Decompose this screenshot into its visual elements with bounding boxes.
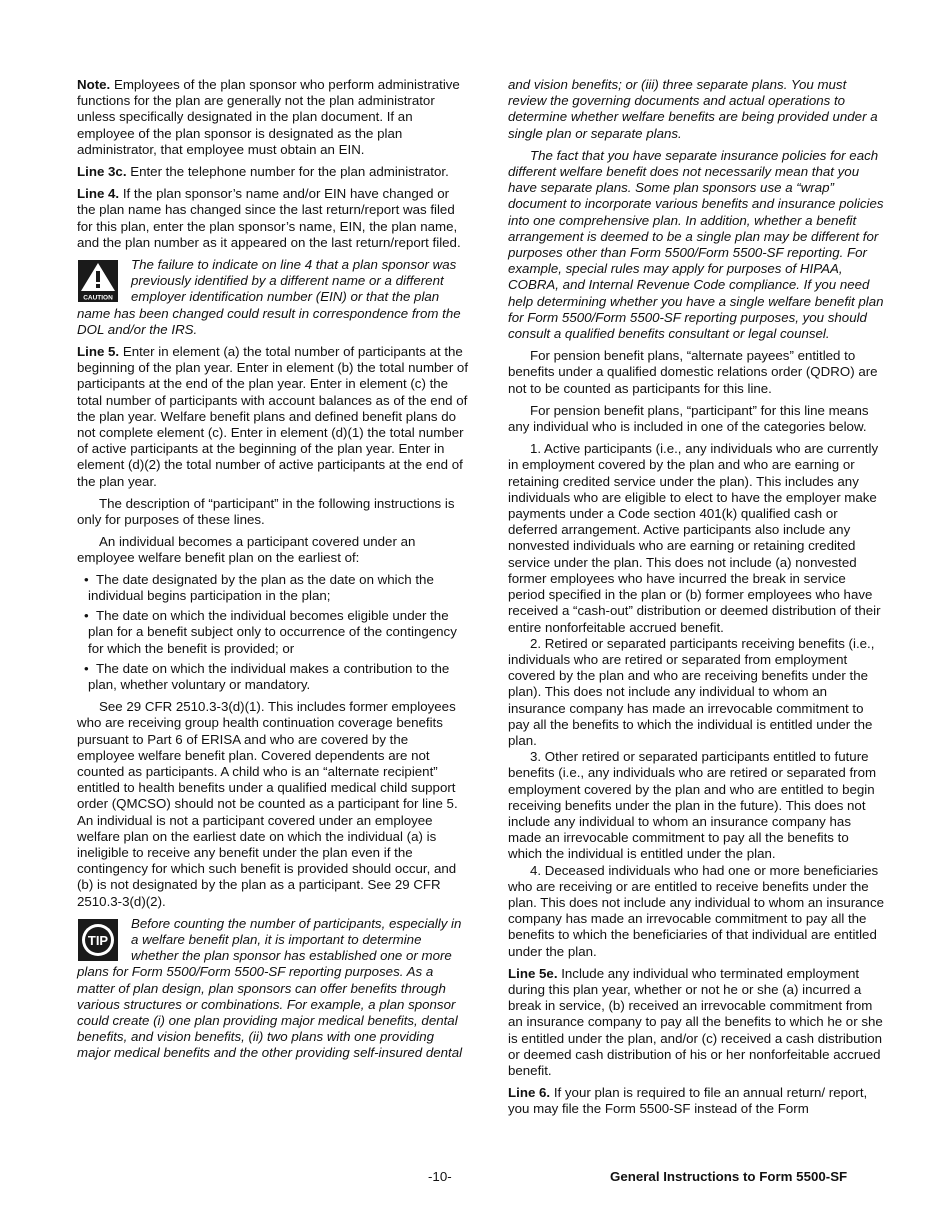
line-5-paragraph [77,344,469,490]
line-5e-paragraph [508,966,886,1079]
tip-icon-label: TIP [87,932,109,948]
line-4-label: Line 4. [77,186,120,202]
line-4-paragraph [77,186,469,251]
bullet-item-2 [84,608,469,657]
tip-note [77,916,469,1062]
line-5e-text: Include any individual who terminated employment during this plan year, whether or not he or she (a) incurred a break in service, (b) received an irrevocable commitment from an insurance company to pay all the benefits to which he or she is entitled under the plan, and/or (c) received a cash distribution or deemed cash distribution of his or her nonforfeitable accrued benefit. [508,965,883,1078]
caution-note [77,257,469,338]
tip-icon [77,918,119,962]
document-title: General Instructions to Form 5500-SF [610,1169,848,1184]
note-paragraph [77,77,469,158]
left-column [77,77,469,1068]
category-retired-future: 3. Other retired or separated participants entitled to future benefits (i.e., any individuals who are retired or separated from employment covered by the plan and who are entitled to begin receiving benefits under the plan in the future). This does not include any individual to whom an insurance company has made an irrevocable commitment to pay all the benefits to which the individual is entitled under the plan. [508,749,877,862]
bullet-text-3: The date on which the individual makes a contribution to the plan, whether voluntary or mandatory. [88,660,450,692]
category-active-participants: 1. Active participants (i.e., any individuals who are currently in employment covered by the plan and who are earning or retaining credited service under the plan). This includes any individuals who are eligible to elect to have the employer make payments under a Code section 401(k) qualified cash or deferred arrangement. Active participants also include any nonvested individuals who are earning or retaining credited service under the plan. This does not include (a) nonvested former employees who have incurred the break in service period specified in the plan or (b) former employees who have received a “cash-out” distribution or deemed distribution of their entire nonforfeitable accrued benefit. [508,441,881,635]
line-6-text: If your plan is required to file an annual return/ report, you may file the Form 5500-SF instead of the Form [508,1085,868,1117]
participant-description: The description of “participant” in the following instructions is only for purposes of these lines. [77,495,455,528]
category-retired-receiving: 2. Retired or separated participants receiving benefits (i.e., individuals who are retired or separated from employment covered by the plan and who are receiving benefits under the plan). This does not include any individual to whom an insurance company has made an irrevocable commitment to pay all the benefits to which the individual is entitled under the plan. [508,635,875,748]
page-number: -10- [428,1169,452,1184]
caution-icon-label: CAUTION [83,294,113,302]
participant-means-paragraph: For pension benefit plans, “participant” for this line means any individual who is included in one of the categories below. [508,402,869,435]
alternate-payees-paragraph: For pension benefit plans, “alternate payees” entitled to benefits under a qualified domestic relations order (QDRO) are not to be counted as participants for this line. [508,348,878,396]
note-text: Employees of the plan sponsor who perform administrative functions for the plan are generally not the plan administrator unless specifically designated in the plan document. If an employee of the plan sponsor is designated as the plan administrator, that employee must obtain an EIN. [77,77,460,157]
line-3c-label: Line 3c. [77,164,127,180]
separate-policies-paragraph: The fact that you have separate insurance policies for each different welfare benefit does not necessarily mean that you have separate plans. Some plan sponsors use a “wrap” document to incorporate various benefits and insurance policies into one comprehensive plan. In addition, whether a benefit arrangement is deemed to be a single plan may be different for purposes other than Form 5500/Form 5500-SF reporting. For example, special rules may apply for purposes of HIPAA, COBRA, and Internal Revenue Code compliance. If you need help determining whether you have a single welfare benefit plan for Form 5500/Form 5500-SF reporting purposes, you should consult a qualified benefits consultant or legal counsel. [508,147,884,342]
bullet-dot: • [84,608,89,624]
caution-text: The failure to indicate on line 4 that a plan sponsor was previously identified by a different name or a different employer identification number (EIN) or that the plan name has been changed could result in correspondence from the DOL and/or the IRS. [77,257,461,337]
individual-becomes-participant: An individual becomes a participant covered under an employee welfare benefit plan on the earliest of: [77,534,416,566]
line-3c-text: Enter the telephone number for the plan administrator. [126,164,449,180]
line-6-label: Line 6. [508,1085,551,1101]
line-5-text: Enter in element (a) the total number of participants at the beginning of the plan year. Enter in element (b) the total number of participants at the end of the plan year. Enter in element (c) the total number of participants with account balances as of the end of the plan year. Welfare benefit plans and defined benefit plans do not complete element (c). Enter in element (d)(1) the total number of active participants at the beginning of the plan year. Enter in element (d)(2) the total number of active participants at the end of the plan year. [77,344,469,489]
line-4-text: If the plan sponsor’s name and/or EIN have changed or the plan name has changed since the last return/report was filed for this plan, enter the plan sponsor’s name, EIN, the plan name, and the plan number as it appeared on the last return/report filed. [77,186,461,250]
bullet-dot: • [84,571,89,587]
line-5-label: Line 5. [77,344,120,360]
bullet-dot: • [84,660,89,676]
see-cfr-paragraph: See 29 CFR 2510.3-3(d)(1). This includes former employees who are receiving group health continuation coverage benefits pursuant to Part 6 of ERISA and who are covered by the employee welfare benefit plan. Covered dependents are not counted as participants. A child who is an “alternate recipient” entitled to health benefits under a qualified medical child support order (QMCSO) should not be counted as a participant for line 5. An individual is not a participant covered under an employee welfare plan on the earliest date on which the individual (a) is ineligible to receive any benefit under the plan even if the contingency for which such benefit is provided should occur, and (b) is not designated by the plan as a participant. See 29 CFR 2510.3-3(d)(2). [77,699,458,909]
tip-text: Before counting the number of participants, especially in a welfare benefit plan, it is important to determine whether the plan sponsor has established one or more plans for Form 5500/Form 5500-SF reporting purposes. As a matter of plan design, plan sponsors can offer benefits through various structures or combinations. For example, a plan sponsor could create (i) one plan providing major medical benefits, dental benefits, and vision benefits, (ii) two plans with one providing major medical benefits and the other providing self-insured dental [77,915,463,1061]
line-3c-paragraph [77,164,469,180]
tip-continued: and vision benefits; or (iii) three separate plans. You must review the governing documents and actual operations to determine whether welfare benefits are being provided under a single plan or separate plans. [508,77,878,141]
category-deceased: 4. Deceased individuals who had one or more beneficiaries who are receiving or are entitled to receive benefits under the plan. This does not include any individual to whom an insurance company has made an irrevocable commitment to pay all the benefits to which the beneficiaries of that individual are entitled under the plan. [508,862,884,959]
bullet-item-1 [84,571,469,604]
line-6-paragraph [508,1085,886,1117]
bullet-text-1: The date designated by the plan as the date on which the individual begins participation in the plan; [88,571,434,603]
line-5e-label: Line 5e. [508,965,558,981]
caution-icon [77,259,119,303]
bullet-item-3 [84,660,469,693]
right-column [508,77,886,1124]
bullet-text-2: The date on which the individual becomes eligible under the plan for a benefit subject only to occurrence of the contingency for which the benefit is provided; or [88,608,457,656]
note-label: Note. [77,77,111,92]
